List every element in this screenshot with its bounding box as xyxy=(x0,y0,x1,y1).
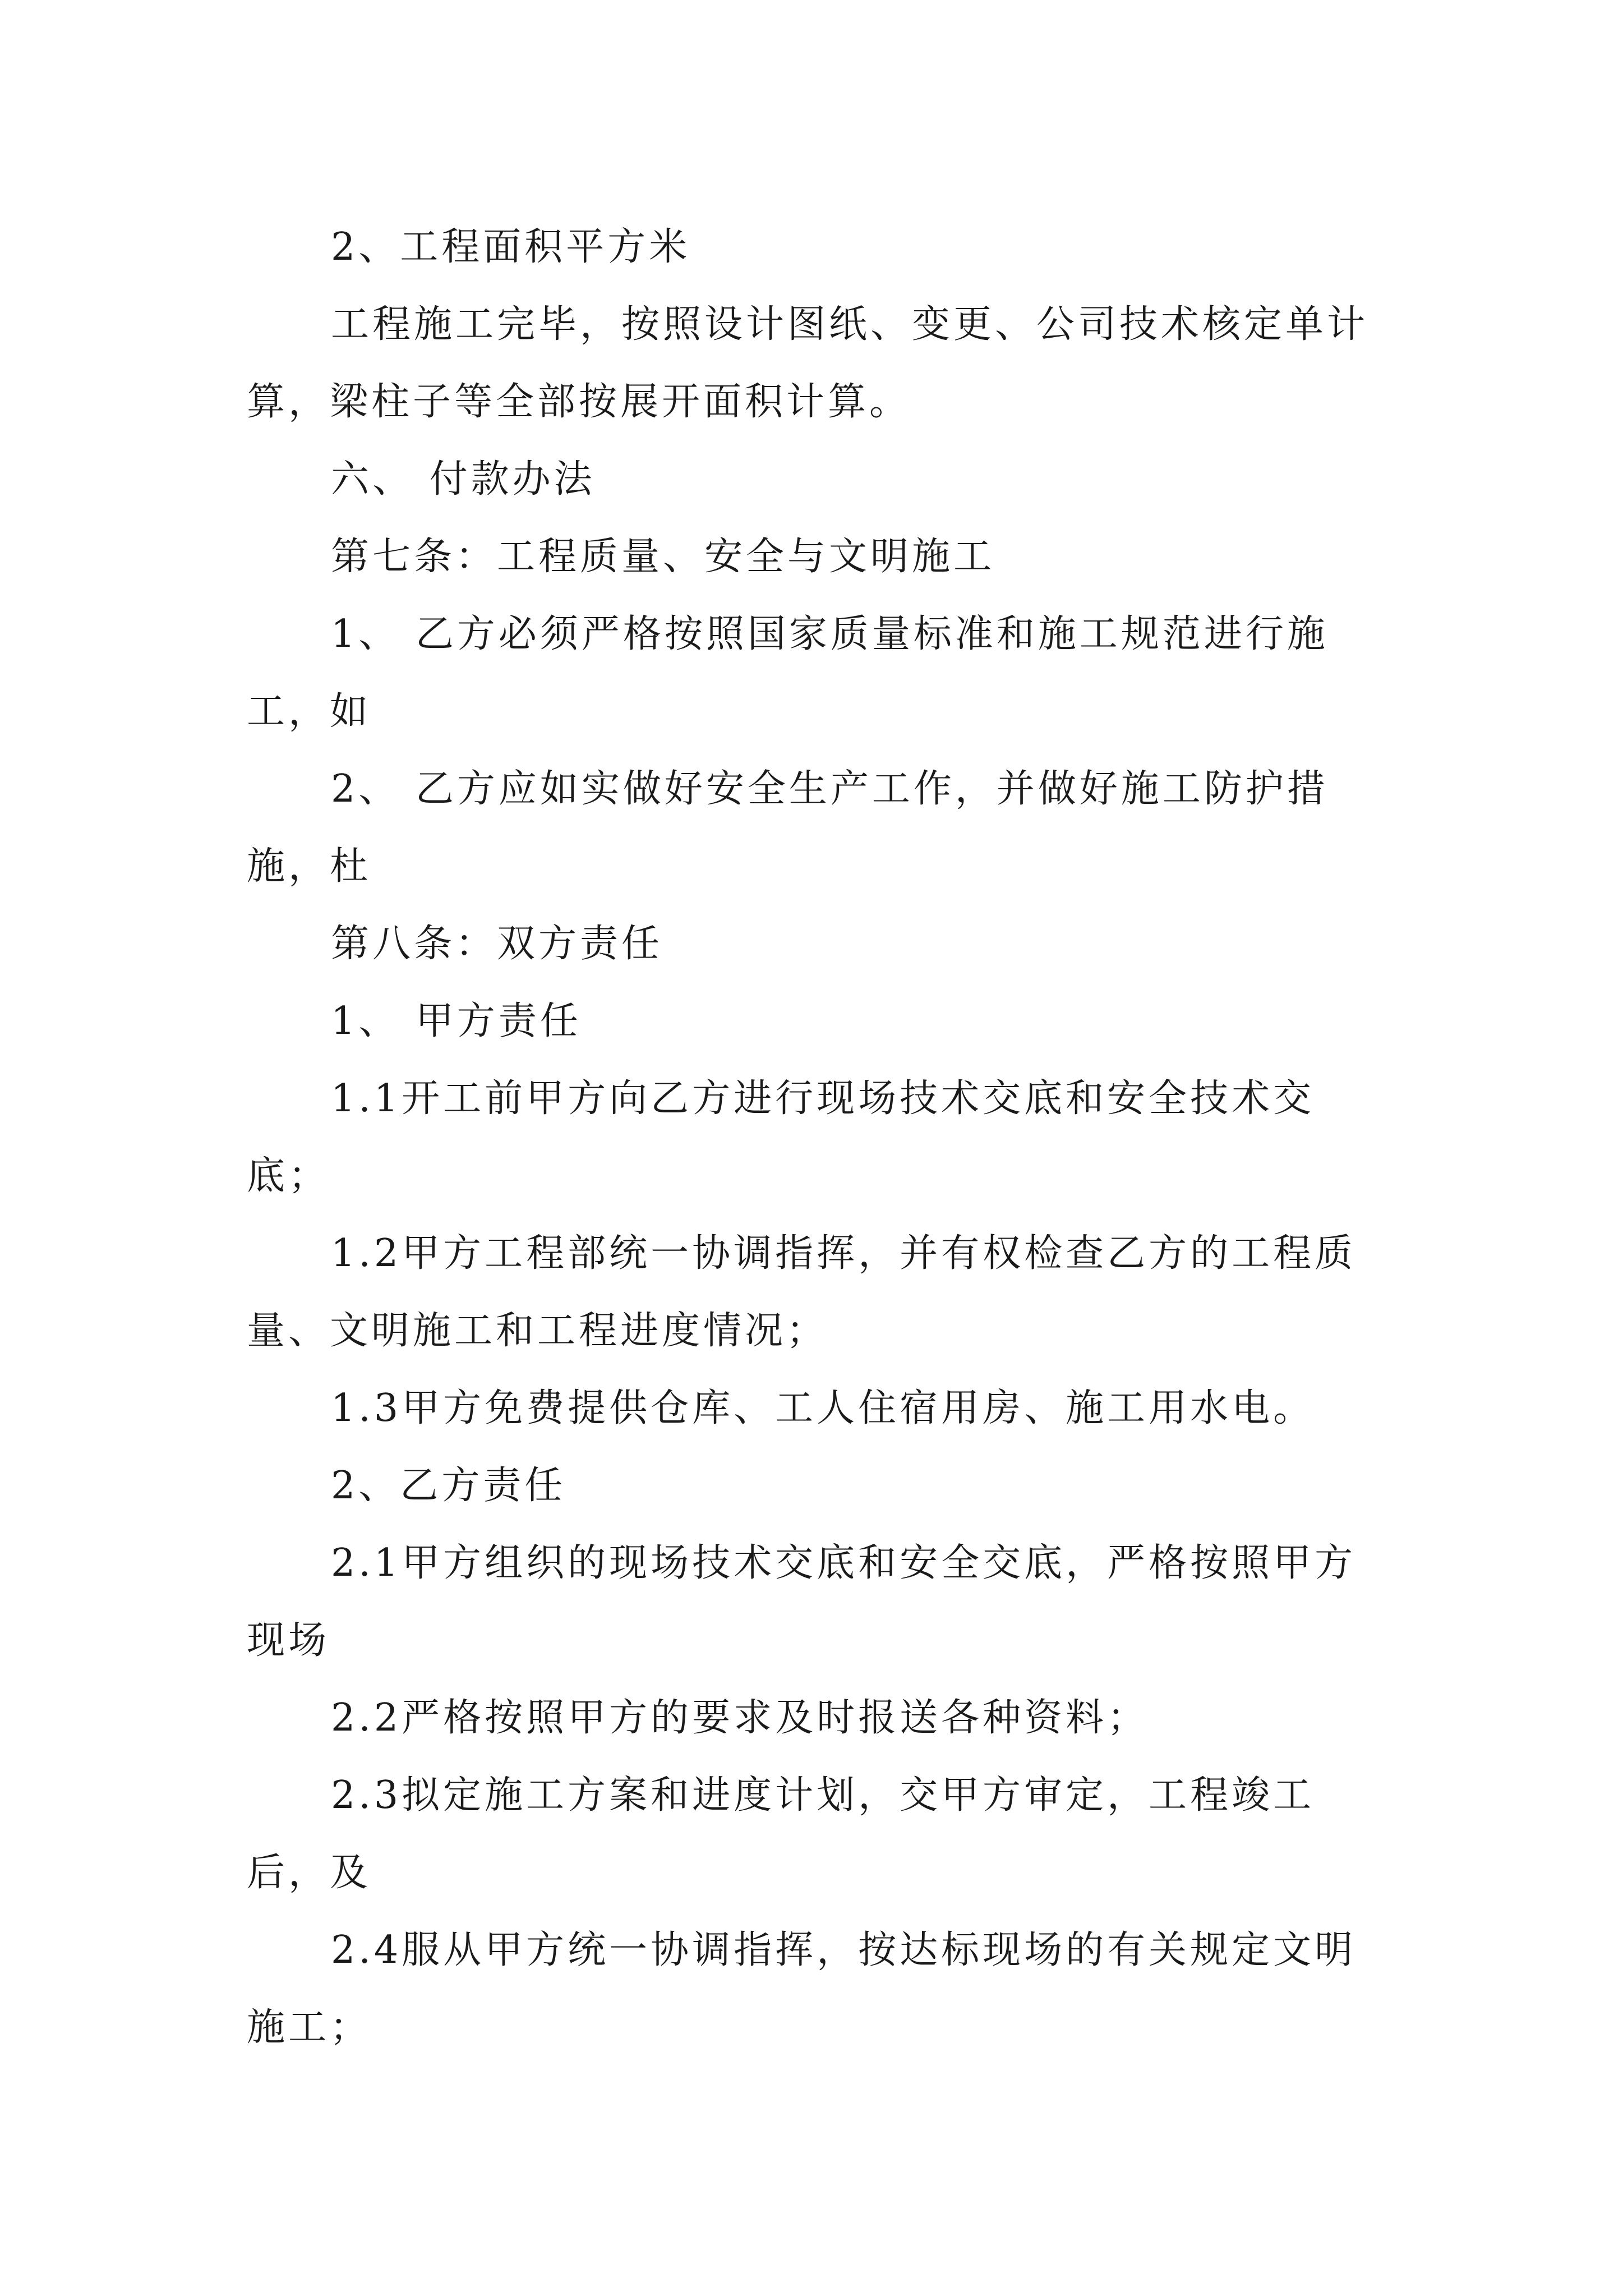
clause-2-4: 2.4服从甲方统一协调指挥，按达标现场的有关规定文明施工； xyxy=(247,1928,1357,2050)
clause-2-1: 2.1甲方组织的现场技术交底和安全交底，严格按照甲方现场 xyxy=(247,1541,1357,1663)
paragraph-area-item: 2、工程面积平方米 xyxy=(331,225,691,269)
section-heading-payment: 六、 付款办法 xyxy=(331,457,596,501)
article-heading-eight: 第八条：双方责任 xyxy=(331,922,663,966)
subheading-party-b-duties: 2、乙方责任 xyxy=(331,1464,566,1508)
article-heading-seven: 第七条：工程质量、安全与文明施工 xyxy=(331,535,995,579)
paragraph-safety-production: 2、 乙方应如实做好安全生产工作，并做好施工防护措施，杜 xyxy=(247,767,1329,889)
clause-2-2: 2.2严格按照甲方的要求及时报送各种资料； xyxy=(331,1696,1149,1740)
clause-1-3: 1.3甲方免费提供仓库、工人住宿用房、施工用水电。 xyxy=(331,1386,1315,1430)
paragraph-completion-calculation: 工程施工完毕，按照设计图纸、变更、公司技术核定单计算，梁柱子等全部按展开面积计算。 xyxy=(247,302,1369,424)
paragraph-quality-standard: 1、 乙方必须严格按照国家质量标准和施工规范进行施工，如 xyxy=(247,612,1329,734)
clause-1-1: 1.1开工前甲方向乙方进行现场技术交底和安全技术交底； xyxy=(247,1076,1315,1198)
subheading-party-a-duties: 1、 甲方责任 xyxy=(331,999,582,1043)
clause-2-3: 2.3拟定施工方案和进度计划，交甲方审定，工程竣工后，及 xyxy=(247,1773,1315,1895)
clause-1-2: 1.2甲方工程部统一协调指挥，并有权检查乙方的工程质量、文明施工和工程进度情况； xyxy=(247,1231,1357,1353)
document-body xyxy=(247,209,1391,2067)
